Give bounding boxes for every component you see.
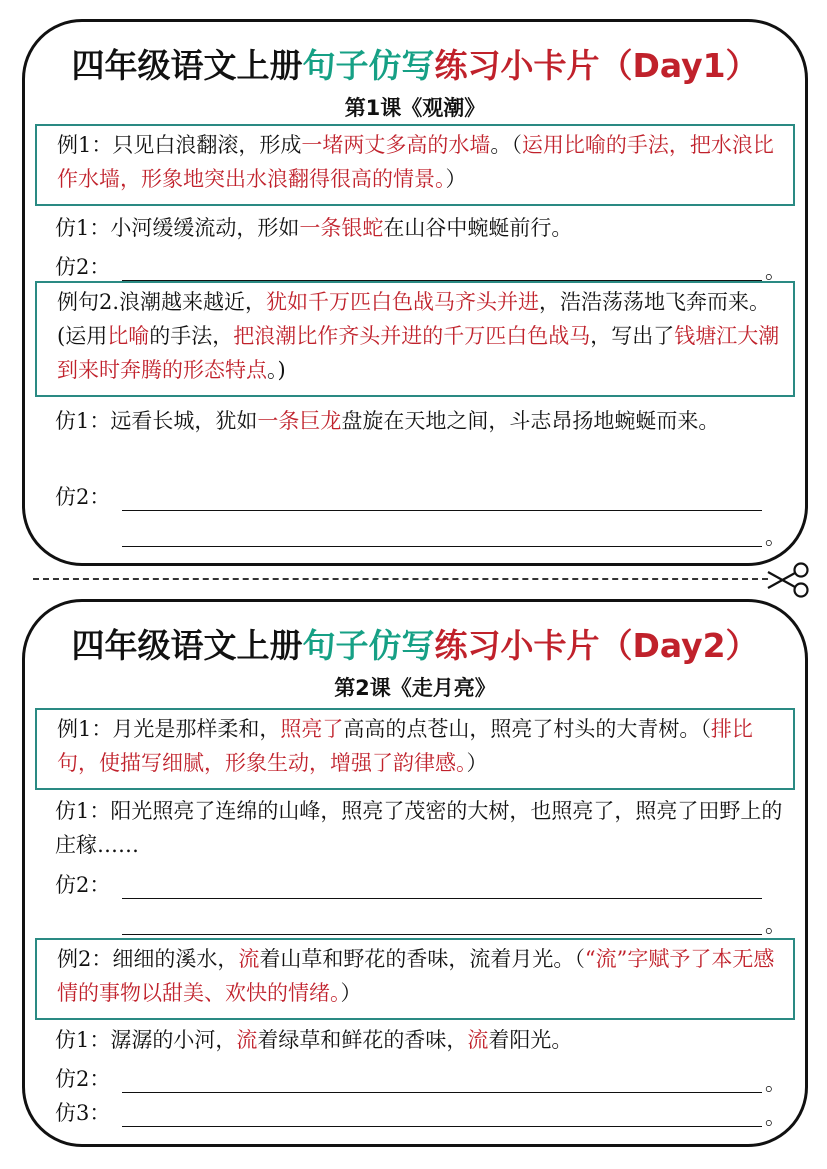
- example-text: 例句2.浪潮越来越近，犹如千万匹白色战马齐头并进，浩浩荡荡地飞奔而来。(运用比喻的手法，把浪潮比作齐头并进的千万匹白色战马，写出了钱塘江大潮到来时奔腾的形态特点。): [57, 290, 780, 382]
- cut-line: [33, 578, 768, 580]
- example-box-2: [35, 938, 795, 1020]
- period-mark: 。: [765, 913, 786, 937]
- card-day2: [22, 599, 808, 1147]
- example-box-1: [35, 708, 795, 790]
- period-mark: 。: [765, 259, 786, 283]
- answer-line[interactable]: [122, 934, 762, 935]
- period-mark: 。: [765, 1071, 786, 1095]
- imitation-3: 仿1：潺潺的小河，流着绿草和鲜花的香味，流着阳光。: [55, 1028, 573, 1052]
- card-day1: [22, 19, 808, 566]
- answer-line[interactable]: [122, 510, 762, 511]
- answer-line[interactable]: [122, 546, 762, 547]
- answer-line[interactable]: [122, 898, 762, 899]
- example-box-1: [35, 124, 795, 206]
- card-title: 四年级语文上册句子仿写练习小卡片（Day2）: [71, 626, 759, 665]
- period-mark: 。: [765, 525, 786, 549]
- imitation-2-label: 仿2：: [55, 255, 111, 279]
- scissors-icon: [764, 561, 812, 599]
- period-mark: 。: [765, 1105, 786, 1129]
- answer-line[interactable]: [122, 1092, 762, 1093]
- imitation-3: 仿1：远看长城，犹如一条巨龙盘旋在天地之间，斗志昂扬地蜿蜒而来。: [55, 409, 720, 433]
- imitation-2-label: 仿2：: [55, 873, 111, 897]
- imitation-1: 仿1：阳光照亮了连绵的山峰，照亮了茂密的大树，也照亮了，照亮了田野上的庄稼……: [55, 799, 783, 857]
- example-text: 例2：细细的溪水，流着山草和野花的香味，流着月光。（“流”字赋予了本无感情的事物以甜美、欢快的情绪。）: [57, 947, 775, 1005]
- answer-line[interactable]: [122, 1126, 762, 1127]
- imitation-1: 仿1：小河缓缓流动，形如一条银蛇在山谷中蜿蜒前行。: [55, 216, 573, 240]
- lesson-title: 第2课《走月亮》: [334, 676, 496, 700]
- example-text: 例1：只见白浪翻滚，形成一堵两丈多高的水墙。（运用比喻的手法，把水浪比作水墙，形象地突出水浪翻得很高的情景。）: [57, 133, 774, 191]
- example-box-2: [35, 281, 795, 397]
- imitation-5-label: 仿3：: [55, 1101, 111, 1125]
- card-title: 四年级语文上册句子仿写练习小卡片（Day1）: [71, 46, 759, 85]
- imitation-4-label: 仿2：: [55, 485, 111, 509]
- example-text: 例1：月光是那样柔和，照亮了高高的点苍山，照亮了村头的大青树。（排比句，使描写细腻，形象生动，增强了韵律感。）: [57, 717, 753, 775]
- imitation-4-label: 仿2：: [55, 1067, 111, 1091]
- lesson-title: 第1课《观潮》: [344, 96, 486, 120]
